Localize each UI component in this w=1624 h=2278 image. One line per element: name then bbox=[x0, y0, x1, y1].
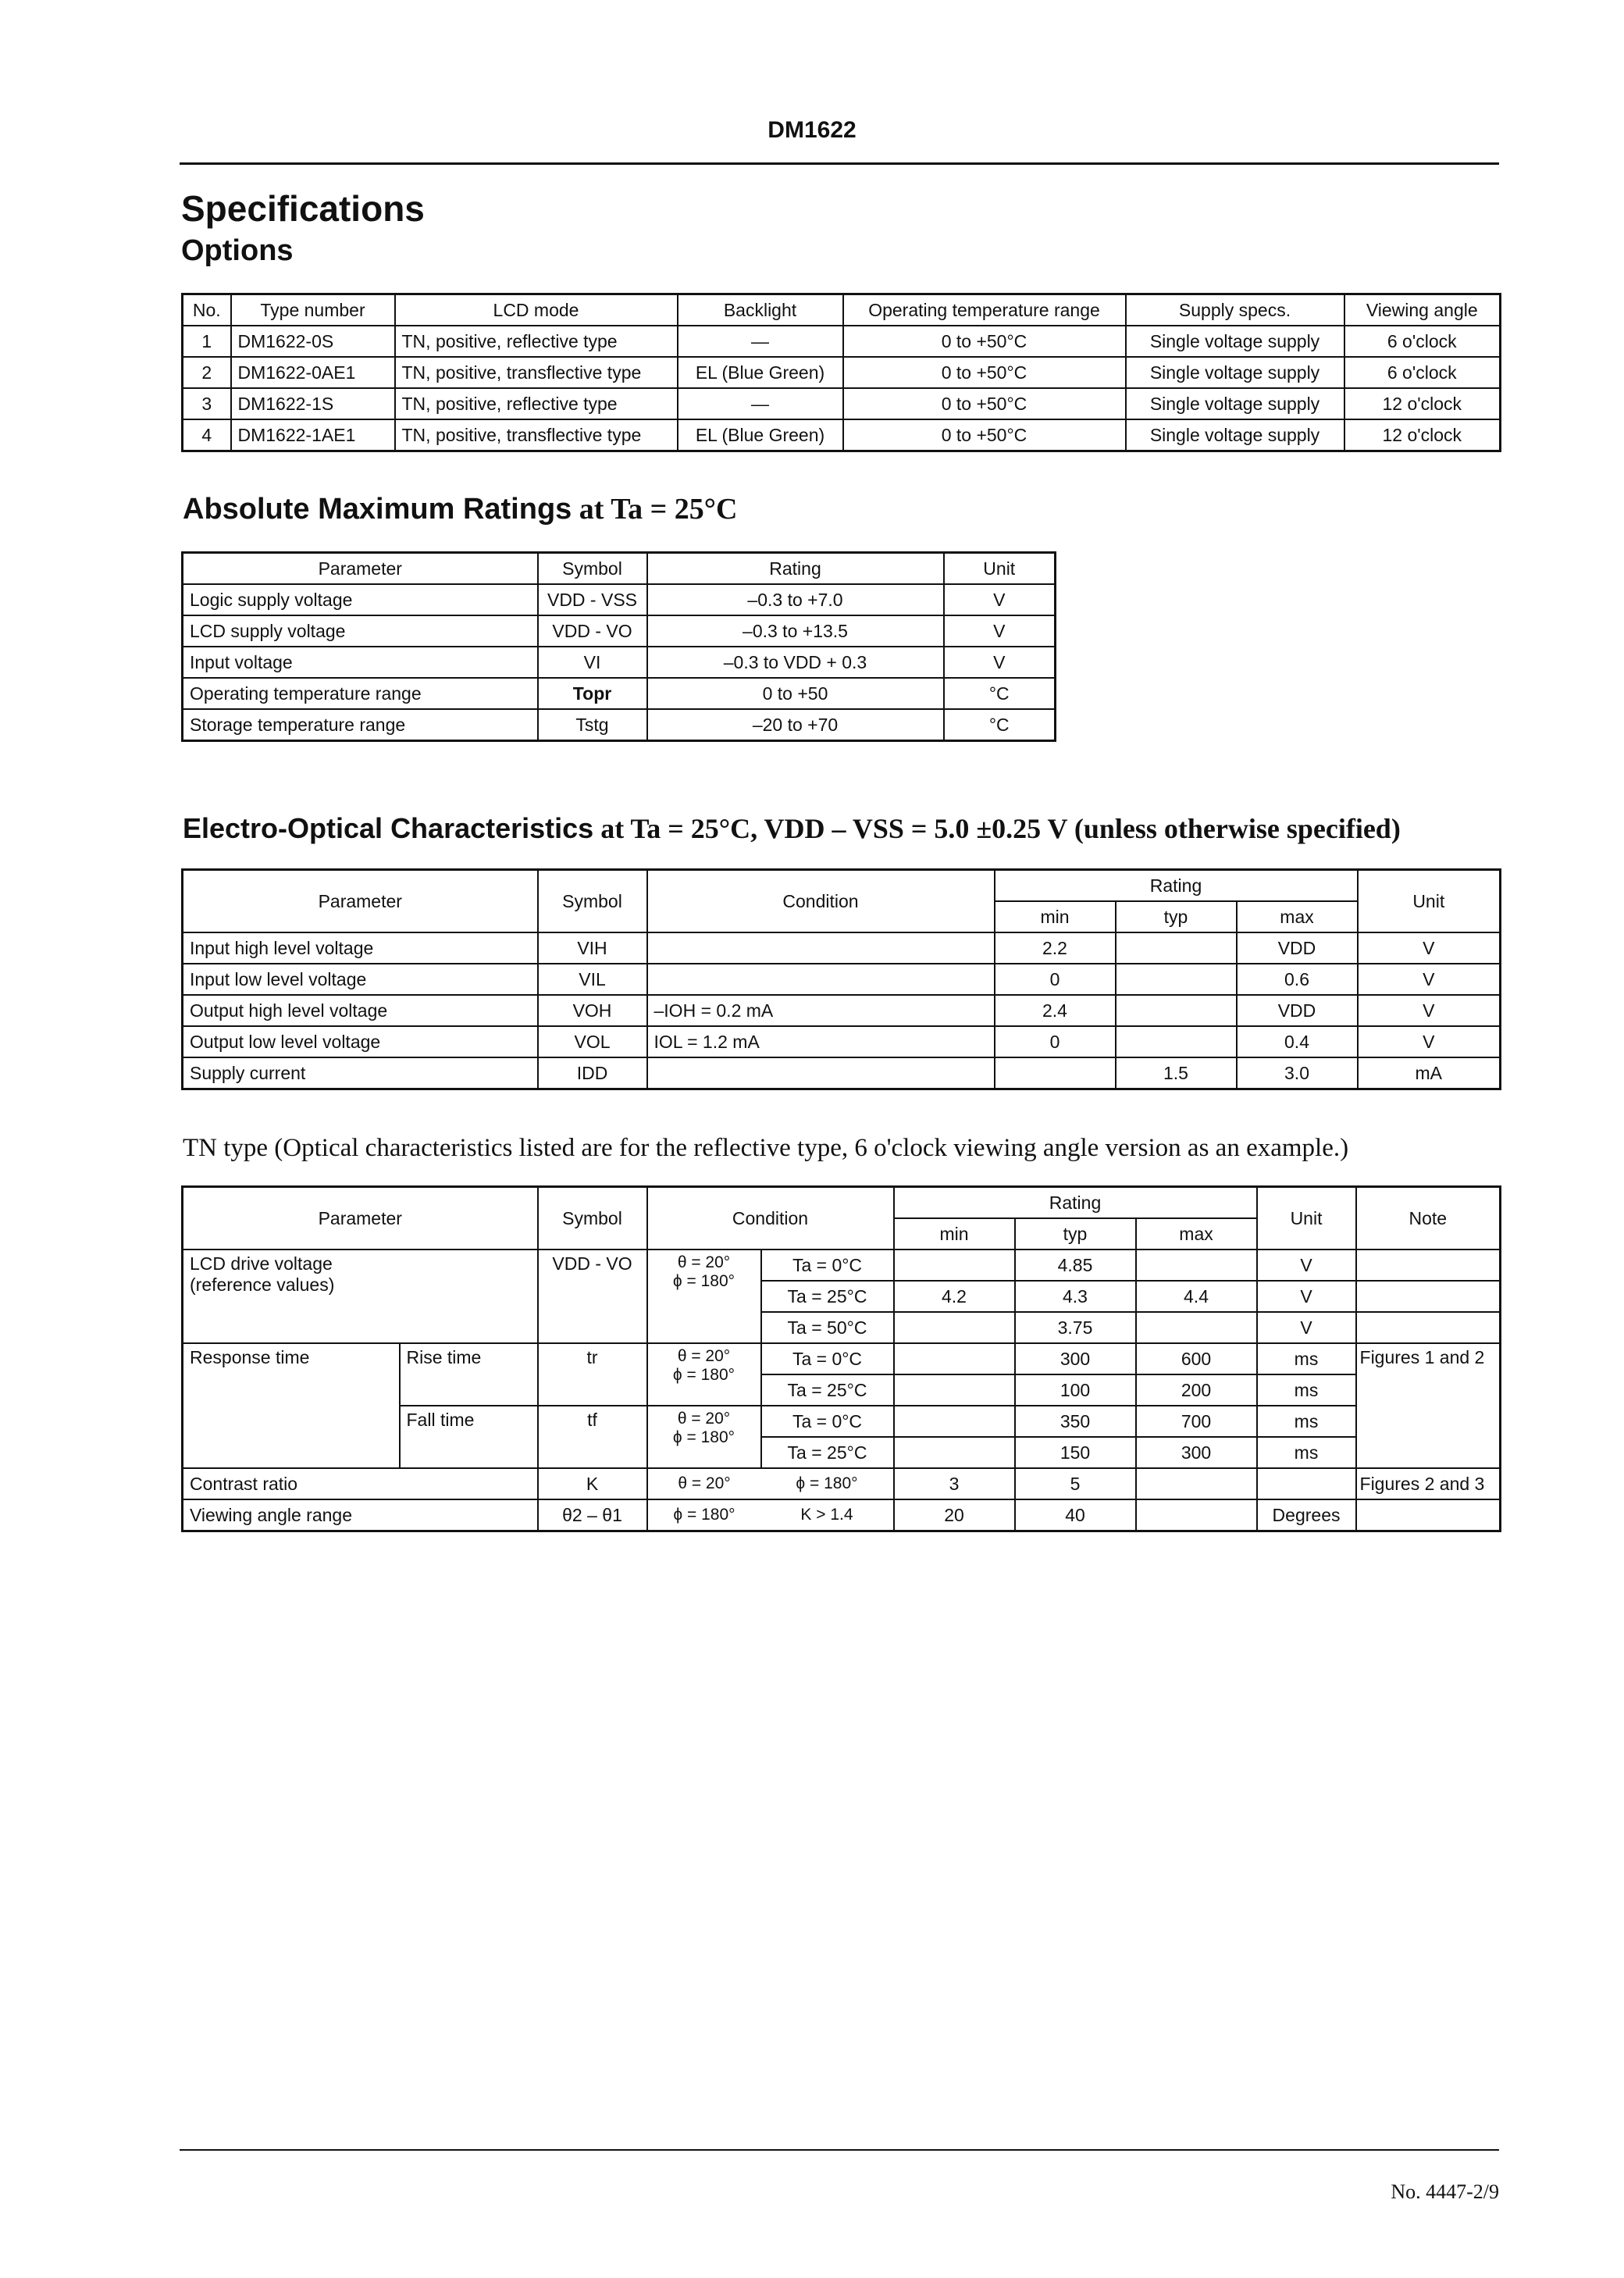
viewing-angle-symbol: θ2 – θ1 bbox=[538, 1499, 647, 1531]
eoc-col-max: max bbox=[1237, 901, 1358, 932]
option-backlight: EL (Blue Green) bbox=[678, 357, 843, 388]
contrast-ratio-note: Figures 2 and 3 bbox=[1356, 1468, 1501, 1499]
table-row bbox=[183, 584, 1056, 615]
rise-time-unit: ms bbox=[1257, 1374, 1356, 1406]
option-no: 3 bbox=[183, 388, 231, 419]
eoc-symbol: VIH bbox=[538, 932, 647, 964]
fall-time-theta: θ = 20° bbox=[677, 1410, 731, 1428]
eoc-min: 2.2 bbox=[995, 932, 1116, 964]
amr-symbol: VDD - VO bbox=[538, 615, 647, 647]
lcd-drive-typ: 4.85 bbox=[1015, 1250, 1136, 1281]
eoc-col-typ: typ bbox=[1116, 901, 1237, 932]
amr-heading-title: Absolute Maximum Ratings bbox=[183, 493, 572, 526]
eoc-min: 2.4 bbox=[995, 995, 1116, 1026]
option-supply: Single voltage supply bbox=[1126, 388, 1344, 419]
tn-header-row bbox=[183, 1187, 1501, 1219]
rise-time-ta: Ta = 0°C bbox=[761, 1343, 894, 1374]
option-viewing-angle: 6 o'clock bbox=[1344, 357, 1501, 388]
option-no: 4 bbox=[183, 419, 231, 451]
eoc-heading-condition: at Ta = 25°C, VDD – VSS = 5.0 ±0.25 V (unless otherwise specified) bbox=[593, 813, 1401, 844]
option-lcd-mode: TN, positive, reflective type bbox=[395, 326, 678, 357]
option-supply: Single voltage supply bbox=[1126, 326, 1344, 357]
amr-parameter: Storage temperature range bbox=[183, 709, 538, 741]
eoc-parameter: Output high level voltage bbox=[183, 995, 538, 1026]
document-number: No. 4447-2/9 bbox=[1391, 2180, 1499, 2203]
eoc-col-rating: Rating bbox=[995, 870, 1358, 902]
response-time-parameter: Response time bbox=[183, 1343, 400, 1468]
lcd-drive-phi: ϕ = 180° bbox=[672, 1272, 735, 1290]
table-row bbox=[183, 1026, 1501, 1057]
option-type-number: DM1622-0AE1 bbox=[231, 357, 395, 388]
specifications-heading: Specifications bbox=[181, 188, 425, 229]
amr-unit: °C bbox=[944, 709, 1056, 741]
tn-col-rating: Rating bbox=[894, 1187, 1257, 1219]
rise-time-typ: 300 bbox=[1015, 1343, 1136, 1374]
amr-col-parameter: Parameter bbox=[183, 553, 538, 585]
amr-col-symbol: Symbol bbox=[538, 553, 647, 585]
amr-symbol: Tstg bbox=[538, 709, 647, 741]
lcd-drive-note bbox=[1356, 1312, 1501, 1343]
viewing-angle-note bbox=[1356, 1499, 1501, 1531]
eoc-typ bbox=[1116, 995, 1237, 1026]
eoc-header-row bbox=[183, 870, 1501, 902]
lcd-drive-min bbox=[894, 1312, 1015, 1343]
viewing-angle-typ: 40 bbox=[1015, 1499, 1136, 1531]
eoc-heading-title: Electro-Optical Characteristics bbox=[183, 812, 594, 844]
option-backlight: EL (Blue Green) bbox=[678, 419, 843, 451]
contrast-ratio-unit bbox=[1257, 1468, 1356, 1499]
amr-rating: –0.3 to +7.0 bbox=[647, 584, 944, 615]
viewing-angle-phi: ϕ = 180° bbox=[647, 1499, 761, 1531]
eoc-parameter: Supply current bbox=[183, 1057, 538, 1089]
lcd-drive-ta: Ta = 0°C bbox=[761, 1250, 894, 1281]
tn-col-condition: Condition bbox=[647, 1187, 894, 1250]
eoc-typ bbox=[1116, 964, 1237, 995]
contrast-ratio-max bbox=[1136, 1468, 1257, 1499]
rise-time-theta: θ = 20° bbox=[677, 1347, 731, 1365]
amr-col-unit: Unit bbox=[944, 553, 1056, 585]
options-table bbox=[181, 293, 1501, 452]
contrast-ratio-symbol: K bbox=[538, 1468, 647, 1499]
rise-time-unit: ms bbox=[1257, 1343, 1356, 1374]
lcd-drive-ta: Ta = 25°C bbox=[761, 1281, 894, 1312]
lcd-drive-note bbox=[1356, 1281, 1501, 1312]
tn-col-min: min bbox=[894, 1218, 1015, 1250]
rise-time-ta: Ta = 25°C bbox=[761, 1374, 894, 1406]
lcd-drive-min: 4.2 bbox=[894, 1281, 1015, 1312]
option-backlight: — bbox=[678, 326, 843, 357]
fall-time-max: 300 bbox=[1136, 1437, 1257, 1468]
lcd-drive-min bbox=[894, 1250, 1015, 1281]
fall-time-angle-condition bbox=[647, 1406, 761, 1468]
amr-heading-condition: at Ta = 25°C bbox=[572, 493, 738, 526]
lcd-drive-max bbox=[1136, 1250, 1257, 1281]
amr-rating: –0.3 to +13.5 bbox=[647, 615, 944, 647]
fall-time-label: Fall time bbox=[400, 1406, 538, 1468]
amr-parameter: Input voltage bbox=[183, 647, 538, 678]
table-row bbox=[183, 678, 1056, 709]
eoc-col-symbol: Symbol bbox=[538, 870, 647, 933]
rise-time-max: 600 bbox=[1136, 1343, 1257, 1374]
viewing-angle-k: K > 1.4 bbox=[761, 1499, 894, 1531]
eoc-condition bbox=[647, 1057, 995, 1089]
contrast-ratio-phi: ϕ = 180° bbox=[761, 1468, 894, 1499]
lcd-drive-parameter-line1: LCD drive voltage bbox=[190, 1253, 333, 1274]
options-col-temp-range: Operating temperature range bbox=[843, 294, 1126, 326]
rise-time-angle-condition bbox=[647, 1343, 761, 1406]
table-row bbox=[183, 1057, 1501, 1089]
tn-col-parameter: Parameter bbox=[183, 1187, 538, 1250]
fall-time-symbol: tf bbox=[538, 1406, 647, 1468]
eoc-symbol: IDD bbox=[538, 1057, 647, 1089]
option-no: 1 bbox=[183, 326, 231, 357]
amr-parameter: Operating temperature range bbox=[183, 678, 538, 709]
fall-time-min bbox=[894, 1406, 1015, 1437]
eoc-unit: mA bbox=[1358, 1057, 1501, 1089]
lcd-drive-ta: Ta = 50°C bbox=[761, 1312, 894, 1343]
eoc-parameter: Output low level voltage bbox=[183, 1026, 538, 1057]
table-row bbox=[183, 647, 1056, 678]
eoc-condition: –IOH = 0.2 mA bbox=[647, 995, 995, 1026]
option-viewing-angle: 6 o'clock bbox=[1344, 326, 1501, 357]
eoc-typ bbox=[1116, 1026, 1237, 1057]
tn-col-unit: Unit bbox=[1257, 1187, 1356, 1250]
table-row bbox=[183, 1343, 1501, 1374]
lcd-drive-typ: 3.75 bbox=[1015, 1312, 1136, 1343]
options-col-no: No. bbox=[183, 294, 231, 326]
lcd-drive-note bbox=[1356, 1250, 1501, 1281]
fall-time-unit: ms bbox=[1257, 1437, 1356, 1468]
eoc-unit: V bbox=[1358, 1026, 1501, 1057]
table-row bbox=[183, 388, 1501, 419]
lcd-drive-parameter bbox=[183, 1250, 538, 1343]
option-type-number: DM1622-0S bbox=[231, 326, 395, 357]
viewing-angle-max bbox=[1136, 1499, 1257, 1531]
table-row bbox=[183, 615, 1056, 647]
eoc-col-condition: Condition bbox=[647, 870, 995, 933]
lcd-drive-unit: V bbox=[1257, 1312, 1356, 1343]
eoc-max: 3.0 bbox=[1237, 1057, 1358, 1089]
eoc-condition: IOL = 1.2 mA bbox=[647, 1026, 995, 1057]
amr-header-row bbox=[183, 553, 1056, 585]
contrast-ratio-typ: 5 bbox=[1015, 1468, 1136, 1499]
rise-time-min bbox=[894, 1374, 1015, 1406]
contrast-ratio-min: 3 bbox=[894, 1468, 1015, 1499]
lcd-drive-symbol: VDD - VO bbox=[538, 1250, 647, 1343]
table-row bbox=[183, 932, 1501, 964]
rise-time-symbol: tr bbox=[538, 1343, 647, 1406]
amr-table bbox=[181, 551, 1056, 742]
option-lcd-mode: TN, positive, transflective type bbox=[395, 419, 678, 451]
amr-unit: V bbox=[944, 615, 1056, 647]
option-lcd-mode: TN, positive, reflective type bbox=[395, 388, 678, 419]
amr-symbol: Topr bbox=[538, 678, 647, 709]
viewing-angle-min: 20 bbox=[894, 1499, 1015, 1531]
options-col-lcd-mode: LCD mode bbox=[395, 294, 678, 326]
fall-time-unit: ms bbox=[1257, 1406, 1356, 1437]
amr-unit: V bbox=[944, 584, 1056, 615]
eoc-col-unit: Unit bbox=[1358, 870, 1501, 933]
eoc-col-parameter: Parameter bbox=[183, 870, 538, 933]
option-no: 2 bbox=[183, 357, 231, 388]
lcd-drive-max: 4.4 bbox=[1136, 1281, 1257, 1312]
fall-time-typ: 150 bbox=[1015, 1437, 1136, 1468]
contrast-ratio-theta: θ = 20° bbox=[647, 1468, 761, 1499]
option-type-number: DM1622-1S bbox=[231, 388, 395, 419]
table-row bbox=[183, 419, 1501, 451]
fall-time-phi: ϕ = 180° bbox=[672, 1428, 735, 1446]
options-col-viewing-angle: Viewing angle bbox=[1344, 294, 1501, 326]
eoc-parameter: Input low level voltage bbox=[183, 964, 538, 995]
options-col-backlight: Backlight bbox=[678, 294, 843, 326]
table-row bbox=[183, 326, 1501, 357]
eoc-max: VDD bbox=[1237, 932, 1358, 964]
eoc-unit: V bbox=[1358, 932, 1501, 964]
option-supply: Single voltage supply bbox=[1126, 419, 1344, 451]
lcd-drive-max bbox=[1136, 1312, 1257, 1343]
viewing-angle-unit: Degrees bbox=[1257, 1499, 1356, 1531]
header-rule bbox=[180, 162, 1499, 165]
lcd-drive-parameter-line2: (reference values) bbox=[190, 1274, 335, 1295]
lcd-drive-unit: V bbox=[1257, 1281, 1356, 1312]
eoc-condition bbox=[647, 964, 995, 995]
lcd-drive-unit: V bbox=[1257, 1250, 1356, 1281]
option-lcd-mode: TN, positive, transflective type bbox=[395, 357, 678, 388]
eoc-condition bbox=[647, 932, 995, 964]
rise-time-label: Rise time bbox=[400, 1343, 538, 1406]
fall-time-max: 700 bbox=[1136, 1406, 1257, 1437]
footer-rule bbox=[180, 2149, 1499, 2151]
amr-col-rating: Rating bbox=[647, 553, 944, 585]
eoc-parameter: Input high level voltage bbox=[183, 932, 538, 964]
eoc-heading bbox=[183, 812, 1401, 845]
eoc-max: 0.6 bbox=[1237, 964, 1358, 995]
tn-col-max: max bbox=[1136, 1218, 1257, 1250]
amr-parameter: Logic supply voltage bbox=[183, 584, 538, 615]
amr-heading bbox=[183, 492, 737, 526]
rise-time-max: 200 bbox=[1136, 1374, 1257, 1406]
table-row bbox=[183, 964, 1501, 995]
amr-rating: 0 to +50 bbox=[647, 678, 944, 709]
viewing-angle-parameter: Viewing angle range bbox=[183, 1499, 538, 1531]
option-temp-range: 0 to +50°C bbox=[843, 326, 1126, 357]
table-row bbox=[183, 995, 1501, 1026]
tn-col-typ: typ bbox=[1015, 1218, 1136, 1250]
response-time-note: Figures 1 and 2 bbox=[1356, 1343, 1501, 1468]
options-col-supply: Supply specs. bbox=[1126, 294, 1344, 326]
amr-rating: –20 to +70 bbox=[647, 709, 944, 741]
amr-symbol: VI bbox=[538, 647, 647, 678]
amr-symbol: VDD - VSS bbox=[538, 584, 647, 615]
fall-time-ta: Ta = 25°C bbox=[761, 1437, 894, 1468]
rise-time-typ: 100 bbox=[1015, 1374, 1136, 1406]
option-temp-range: 0 to +50°C bbox=[843, 357, 1126, 388]
eoc-max: 0.4 bbox=[1237, 1026, 1358, 1057]
fall-time-min bbox=[894, 1437, 1015, 1468]
rise-time-phi: ϕ = 180° bbox=[672, 1366, 735, 1384]
option-viewing-angle: 12 o'clock bbox=[1344, 419, 1501, 451]
eoc-min bbox=[995, 1057, 1116, 1089]
eoc-col-min: min bbox=[995, 901, 1116, 932]
option-supply: Single voltage supply bbox=[1126, 357, 1344, 388]
tn-type-caption: TN type (Optical characteristics listed are for the reflective type, 6 o'clock viewing angle version as an example.) bbox=[183, 1134, 1349, 1162]
eoc-min: 0 bbox=[995, 964, 1116, 995]
options-header-row bbox=[183, 294, 1501, 326]
eoc-table bbox=[181, 868, 1501, 1090]
table-row bbox=[183, 709, 1056, 741]
option-temp-range: 0 to +50°C bbox=[843, 388, 1126, 419]
options-heading: Options bbox=[181, 234, 294, 267]
option-backlight: — bbox=[678, 388, 843, 419]
eoc-min: 0 bbox=[995, 1026, 1116, 1057]
option-type-number: DM1622-1AE1 bbox=[231, 419, 395, 451]
tn-col-symbol: Symbol bbox=[538, 1187, 647, 1250]
lcd-drive-typ: 4.3 bbox=[1015, 1281, 1136, 1312]
rise-time-min bbox=[894, 1343, 1015, 1374]
option-temp-range: 0 to +50°C bbox=[843, 419, 1126, 451]
amr-parameter: LCD supply voltage bbox=[183, 615, 538, 647]
options-col-type-number: Type number bbox=[231, 294, 395, 326]
lcd-drive-theta: θ = 20° bbox=[677, 1253, 731, 1271]
tn-optical-table bbox=[181, 1185, 1501, 1532]
fall-time-ta: Ta = 0°C bbox=[761, 1406, 894, 1437]
eoc-typ: 1.5 bbox=[1116, 1057, 1237, 1089]
eoc-max: VDD bbox=[1237, 995, 1358, 1026]
table-row bbox=[183, 1468, 1501, 1499]
option-viewing-angle: 12 o'clock bbox=[1344, 388, 1501, 419]
lcd-drive-angle-condition bbox=[647, 1250, 761, 1343]
eoc-symbol: VOL bbox=[538, 1026, 647, 1057]
eoc-symbol: VIL bbox=[538, 964, 647, 995]
amr-unit: °C bbox=[944, 678, 1056, 709]
table-row bbox=[183, 1250, 1501, 1281]
eoc-symbol: VOH bbox=[538, 995, 647, 1026]
amr-unit: V bbox=[944, 647, 1056, 678]
eoc-unit: V bbox=[1358, 964, 1501, 995]
fall-time-typ: 350 bbox=[1015, 1406, 1136, 1437]
table-row bbox=[183, 357, 1501, 388]
contrast-ratio-parameter: Contrast ratio bbox=[183, 1468, 538, 1499]
document-model-header: DM1622 bbox=[767, 117, 857, 143]
table-row bbox=[183, 1499, 1501, 1531]
eoc-typ bbox=[1116, 932, 1237, 964]
amr-rating: –0.3 to VDD + 0.3 bbox=[647, 647, 944, 678]
tn-col-note: Note bbox=[1356, 1187, 1501, 1250]
eoc-unit: V bbox=[1358, 995, 1501, 1026]
